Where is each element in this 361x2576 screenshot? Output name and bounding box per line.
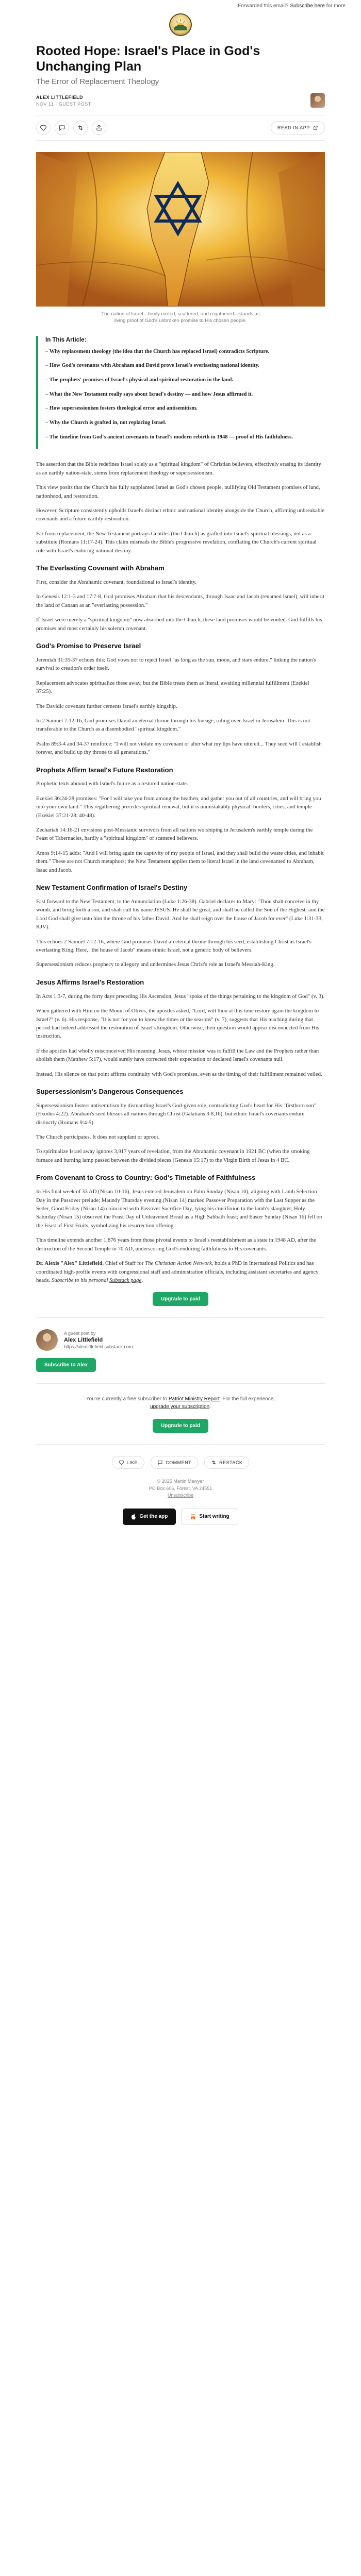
paragraph: Far from replacement, the New Testament portrays Gentiles (the Church) as grafted into Israel's spiritual blessings, not as a substitute (Romans 11:17-24). This claim misreads the Bible's progressive revelation, conflating the Church's current spiritual role with Israel's enduring national destiny.: [36, 530, 317, 554]
toc-item: – How God's covenants with Abraham and David prove Israel's everlasting national identity.: [45, 363, 259, 369]
social-actions: [36, 1456, 325, 1469]
mailing-address: PO Box 606, Forest, VA 24551: [149, 1485, 212, 1491]
paragraph: In Genesis 12:1-3 and 17:7-8, God promises Abraham that his descendants, through Isaac and Jacob (renamed Israel), will inherit the land of Canaan as an "everlasting possession.": [36, 594, 325, 608]
paragraph: The Church participates. It does not supplant or uproot.: [36, 1134, 160, 1141]
paragraph: Supersessionism reduces prophecy to allegory and undermines Jesus Christ's role as Israel's Messiah-King.: [36, 961, 275, 968]
guest-post-label: A guest post by: [64, 1331, 96, 1336]
bio-name: Dr. Alexis "Alex" Littlefield: [36, 1260, 103, 1267]
bio-role-prefix: , Chief of Staff for: [102, 1260, 144, 1267]
paragraph: This timeline extends another 1,876 years from those pivotal events to Israel's reestablishment as a state in 1948 AD, after the destruction of the Second Temple in 70 AD, underscoring God's enduring faithfulness to His covenants.: [36, 1237, 316, 1252]
note-mid: . For the full experience,: [219, 1396, 275, 1402]
copyright: © 2025 Martin Mawyer: [157, 1479, 204, 1484]
forwarded-suffix: for more: [326, 3, 346, 9]
upgrade-button[interactable]: Upgrade to paid: [153, 1292, 208, 1306]
substack-logo-icon: [190, 1514, 196, 1520]
restack-arrows-icon: [211, 1460, 217, 1465]
heart-icon: [119, 1460, 124, 1465]
guest-author-url[interactable]: https://alexlittlefield.substack.com: [64, 1344, 133, 1350]
like-label: LIKE: [126, 1460, 138, 1465]
unsubscribe-link[interactable]: Unsubscribe: [167, 1493, 194, 1498]
bio-role-suffix: , holds a PhD in International Politics and has coordinated high-profile events with congressional staff and administration officials, including assistant secretaries and agency heads.: [36, 1260, 319, 1284]
get-app-button[interactable]: [123, 1509, 176, 1525]
toc-item: – The prophets' promises of Israel's physical and spiritual restoration in the land.: [45, 377, 234, 383]
paragraph: Zechariah 14:16-21 envisions post-Messianic survivors from all nations worshiping in Jerusalem's earthly temple during the Feast of Tabernacles, hardly a "spiritual kingdom" of scattered believers.: [36, 827, 313, 842]
external-link-icon: [313, 125, 318, 130]
legal-footer: [36, 1478, 325, 1499]
divider: [36, 1383, 325, 1384]
paragraph: First, consider the Abrahamic covenant, foundational to Israel's identity.: [36, 579, 196, 585]
paragraph: The Davidic covenant further cements Israel's earthly kingship.: [36, 703, 177, 709]
paragraph: The assertion that the Bible redefines Israel solely as a "spiritual kingdom" of Christian believers, effectively erasing its identity as an earthly nation-state, stems from replacement theology or supersessionism.: [36, 461, 321, 476]
start-writing-label: Start writing: [199, 1514, 229, 1520]
comment-label: COMMENT: [166, 1460, 192, 1465]
subscribe-alex-button[interactable]: Subscribe to Alex: [36, 1358, 96, 1372]
section-heading: Jesus Affirms Israel's Restoration: [36, 978, 144, 986]
speech-bubble-icon: [157, 1460, 163, 1465]
sunrise-emblem-icon[interactable]: [169, 13, 192, 36]
paragraph: In 2 Samuel 7:12-16, God promises David an eternal throne through his lineage, ruling over Israel in Jerusalem. This is not transferable to the Church as a disembodied "spiritual kingdom.": [36, 717, 310, 733]
bio-cta-suffix: .: [141, 1277, 143, 1284]
hero-image[interactable]: [36, 152, 325, 307]
paragraph: However, Scripture consistently upholds Israel's distinct ethnic and national identity alongside the Church, affirming unbreakable covenants and a future earthly restoration.: [36, 507, 325, 522]
guest-author-name[interactable]: Alex Littlefield: [64, 1337, 103, 1344]
restack-label: RESTACK: [219, 1460, 243, 1465]
section-heading: From Covenant to Cross to Country: God's Timetable of Faithfulness: [36, 1174, 256, 1182]
like-icon[interactable]: [36, 121, 51, 135]
paragraph: When gathered with Him on the Mount of Olives, the apostles asked, "Lord, wilt thou at this time restore again the kingdom to Israel?" (v. 6). His response, "It is not for you to know the times or the seasons" (v. 7), suggests that His teaching during that period had indeed addressed the restoration of Israel's kingdom. Otherwise, their question would appear disconnected from His instruction.: [36, 1008, 319, 1040]
paragraph: If the apostles had wholly misconceived His meaning, Jesus, whose mission was to fulfill the Law and the Prophets rather than abolish them (Matthew 5:17), would surely have corrected their expectation or declared Israel's covenants null.: [36, 1047, 319, 1063]
byline-author[interactable]: ALEX LITTLEFIELD: [36, 94, 83, 100]
section-heading: New Testament Confirmation of Israel's Destiny: [36, 884, 188, 892]
divider: [36, 1317, 325, 1318]
toc-heading: In This Article:: [45, 336, 87, 343]
guest-author-avatar[interactable]: [36, 1329, 58, 1351]
byline: [36, 95, 91, 107]
bio-publication: The Christian Action Network: [145, 1260, 212, 1267]
paragraph: This view posits that the Church has fully supplanted Israel as God's chosen people, nullifying Old Testament promises of land, nationhood, and restoration.: [36, 484, 320, 499]
toc-item: – Why the Church is grafted in, not replacing Israel.: [45, 420, 167, 426]
divider: [36, 1444, 325, 1445]
paragraph: Replacement advocates spiritualize these away, but the Bible treats them as literal, awaiting millennial fulfillment (Ezekiel 37:25).: [36, 680, 309, 695]
bio-cta-prefix: Subscribe to his personal: [52, 1277, 108, 1284]
upgrade-subscription-link[interactable]: upgrade your subscription: [150, 1404, 210, 1410]
paragraph: To spiritualize Israel away ignores 3,917 years of revelation, from the Abrahamic covenant in 1921 BC (when the smoking furnace and burning lamp passed between the divided pieces (Genesis 15:17) to the Virgin Birth of Jesus in 4 BC.: [36, 1148, 310, 1163]
subscriber-note: [77, 1395, 284, 1411]
read-in-app-label: READ IN APP: [277, 125, 310, 130]
subscribe-link[interactable]: Subscribe here: [290, 3, 325, 9]
restack-button[interactable]: [204, 1456, 249, 1469]
author-bio: [36, 1259, 325, 1285]
paragraph: Supersessionism fosters antisemitism by dismantling Israel's God-given role, contradicting God's heart for His "firstborn son" (Exodus 4:22). Abraham's seed blesses all nations through Christ (Galatians 3:8,16), but ethnic Israel's covenants endure distinctly (Romans 9:4-5).: [36, 1102, 317, 1126]
forwarded-bar: [0, 0, 361, 11]
article-title[interactable]: Rooted Hope: Israel's Place in God's Unchanging Plan: [36, 44, 260, 74]
share-icon[interactable]: [92, 121, 106, 135]
toc-item: – Why replacement theology (the idea that the Church has replaced Israel) contradicts Scripture.: [45, 348, 270, 354]
toc-item: – The timeline from God's ancient covenants to Israel's modern rebirth in 1948 — proof of His faithfulness.: [45, 434, 293, 440]
apple-icon: [131, 1514, 136, 1520]
paragraph: Jeremiah 31:35-37 echoes this: God vows not to reject Israel "as long as the sun, moon, and stars endure," linking the nation's survival to creation's order itself.: [36, 656, 316, 672]
paragraph: In Acts 1:3-7, during the forty days preceding His Ascension, Jesus "spoke of the things pertaining to the kingdom of God" (v. 3).: [36, 993, 325, 999]
table-of-contents: [36, 336, 325, 449]
toc-item: – What the New Testament really says about Israel's destiny — and how Jesus affirmed it.: [45, 391, 253, 397]
get-app-label: Get the app: [139, 1514, 168, 1520]
paragraph: Amos 9:14-15 adds: "And I will bring again the captivity of my people of Israel, and they shall build the waste cities, and inhabit them." These are not Church metaphors; the New Testament applies them to literal Israel in the land covenanted to Abraham, Isaac and Jacob.: [36, 850, 324, 873]
note-prefix: You're currently a free subscriber to: [86, 1396, 168, 1402]
article-subtitle: The Error of Replacement Theology: [36, 77, 159, 86]
like-button[interactable]: [112, 1456, 145, 1469]
section-heading: Supersessionism's Dangerous Consequences: [36, 1087, 184, 1095]
paragraph: Instead, His silence on that point affirms continuity with God's promises, even as the timing of their fulfillment remained veiled.: [36, 1071, 322, 1077]
guest-author-card: [36, 1329, 325, 1351]
byline-meta: NOV 11 · GUEST POST: [36, 101, 91, 107]
paragraph: This echoes 2 Samuel 7:12-16, where God promises David an eternal throne through his seed, establishing Christ as Israel's everlasting King. Here, "the house of Jacob" means ethnic Israel, not a generic body of believers.: [36, 938, 311, 953]
substack-page-link[interactable]: Substack page: [109, 1277, 142, 1284]
toc-item: – How supersessionism fosters theological error and antisemitism.: [45, 405, 198, 412]
post-actions: [36, 115, 325, 141]
note-suffix: .: [209, 1404, 211, 1410]
comment-icon[interactable]: [55, 121, 69, 135]
paragraph: Ezekiel 36:24-28 promises: "For I will take you from among the heathen, and gather you out of all countries, and will bring you into your own land." This regathering precedes spiritual renewal, but it is unmistakably physical: borders, cities, and temple (Ezekiel 37:21-28; 40-48).: [36, 795, 321, 819]
publication-link[interactable]: Patriot Ministry Report: [168, 1396, 220, 1402]
paragraph: If Israel were merely a "spiritual kingdom" now absorbed into the Church, these land promises would be voided. God fulfills his promises and most certainly his solemn covenant.: [36, 617, 322, 632]
start-writing-button[interactable]: [181, 1509, 238, 1525]
restack-icon[interactable]: [73, 121, 88, 135]
comment-button[interactable]: [151, 1456, 198, 1469]
section-heading: The Everlasting Covenant with Abraham: [36, 564, 165, 572]
paragraph: Prophetic texts abound with Israel's future as a restored nation-state.: [36, 781, 188, 787]
paragraph: Fast forward to the New Testament, to the Annunciation (Luke 1:26-38). Gabriel declares to Mary: "Thou shalt conceive in thy womb, and bring forth a son, and shalt call his name JESUS. He shall be great, and shall be called the Son of the Highest: and the Lord God shall give unto him the throne of his father David: And he shall reign over the house of Jacob for ever" (Luke 1:31-33, KJV).: [36, 898, 325, 930]
app-cta-row: [36, 1509, 325, 1540]
hero-caption: The nation of Israel—firmly rooted, scattered, and regathered—stands as living proof of God's unbroken promise to His chosen people.: [101, 311, 260, 324]
read-in-app-button[interactable]: [271, 121, 325, 134]
author-avatar[interactable]: [310, 93, 325, 108]
section-heading: Prophets Affirm Israel's Future Restoration: [36, 766, 173, 774]
footer-upgrade-button[interactable]: Upgrade to paid: [153, 1419, 208, 1433]
section-heading: God's Promise to Preserve Israel: [36, 641, 141, 650]
forwarded-prefix: Forwarded this email?: [238, 3, 289, 9]
paragraph: Psalm 89:3-4 and 34-37 reinforce: "I will not violate my covenant or alter what my lips have uttered... They seed will I establish forever, and build up thy throne to all generations.": [36, 740, 322, 756]
paragraph: In His final week of 33 AD (Nisan 10-16), Jesus entered Jerusalem on Palm Sunday (Nisan 10), aligning with Lamb Selection Day in the Passover prelude; Maundy Thursday evening (Nisan 14) marked Passover Preparation with the Last Supper as the Seder, Good Friday (Nisan 14) coincided with Passover Sacrifice Day, tying his crucifixion to the lamb's slaughter; Holy Saturday (Nisan 15) observed the Feast Day of Unleavened Bread as a High Sabbath feast; and Easter Sunday (Nisan 16) fell on the Feast of First Fruits, symbolizing his resurrection offering.: [36, 1189, 322, 1229]
